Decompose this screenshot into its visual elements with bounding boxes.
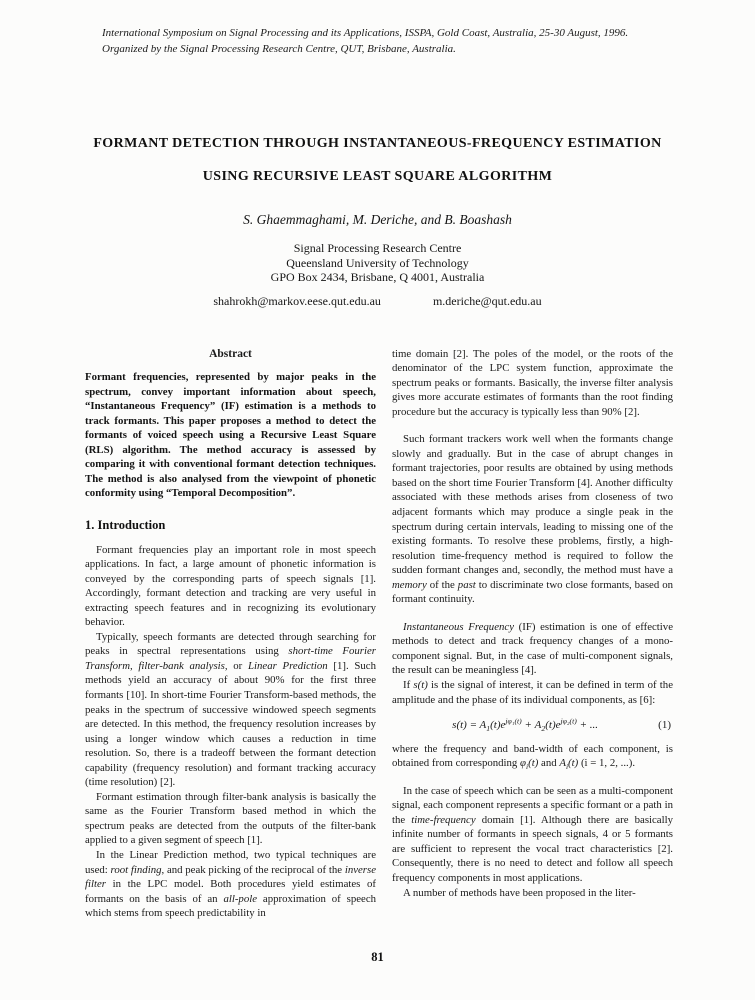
paper-title-line1: FORMANT DETECTION THROUGH INSTANTANEOUS-FREQUENCY ESTIMATION bbox=[93, 136, 662, 151]
abstract-heading: Abstract bbox=[209, 347, 252, 360]
paragraph: Formant estimation through filter-bank analysis is basically the same as the Fourier Transform based method in which the spectrum peaks are detected from the outputs of the filter-bank applied to a given segment of speech [1]. bbox=[85, 790, 376, 847]
paragraph: Such formant trackers work well when the formants change slowly and gradually. But in the case of abrupt changes in formant trajectories, poor results are obtained by using methods based on the short time Fourier Transform [4]. Another difficulty associated with these methods arises from closeness of two adjacent formants which may produce a single peak in the spectrum during certain intervals, leading to missing one of the existing formants. To resolve these problems, firstly, a high-resolution time-frequency method is required to follow the sudden formant changes and, secondly, the method must have a memory of the past to discriminate two close formants, based on formant continuity. bbox=[392, 433, 673, 606]
equation-body: $s(t) = A_1(t)e^{j\varphi_1(t)} + A_2(t)e^{j\varphi_2(t)}$ + ... bbox=[452, 716, 598, 734]
paragraph: time domain [2]. The poles of the model, or the roots of the denominator of the LPC system function, approximate the spectrum peaks or formants. Basically, the inverse filter analysis gives more accurate estimates of formants than the root finding procedure but the accuracy is typically less than 90% [2]. bbox=[392, 347, 673, 418]
paragraph: In the Linear Prediction method, two typical techniques are used: root finding, and peak picking of the reciprocal of the inverse filter in the LPC model. Both procedures yield estimates of formants on the basis of an all-pole approximation of speech which stems from speech predictability in bbox=[85, 849, 377, 920]
left-column bbox=[85, 347, 376, 921]
affiliation-line3: GPO Box 2434, Brisbane, Q 4001, Australia bbox=[270, 270, 485, 284]
conference-header-line2: Organized by the Signal Processing Research Centre, QUT, Brisbane, Australia. bbox=[102, 43, 456, 55]
paragraph: Instantaneous Frequency (IF) estimation is one of effective methods to detect and track frequency changes of a mono-component signal. But, in the case of multi-component signals, the result can be meaningless [4]. bbox=[392, 620, 673, 677]
paragraph: Formant frequencies play an important role in most speech applications. In fact, a large amount of phonetic information is conveyed by the corresponding parts of speech signals [1]. Accordingly, formant detection and tracking are very useful in extracting speech features and in recognizing its evolutionary behavior. bbox=[85, 543, 376, 629]
paragraph: where the frequency and band-width of each component, is obtained from corresponding $\varphi_i(t)$ and $A_i(t) (i = 1$, 2, ...). bbox=[392, 742, 673, 772]
abstract-text: Formant frequencies, represented by major peaks in the spectrum, convey important information about speech, “Instantaneous Frequency” (IF) estimation is a methods to track formants. This paper proposes a method to detect the formants of voiced speech using a Recursive Least Square (RLS) algorithm. The method accuracy is assessed by comparing it with conventional formant detection techniques. The method is also analysed from the viewpoint of phonetic conformity using “Temporal Decomposition”. bbox=[85, 371, 376, 500]
authors-line: S. Ghaemmaghami, M. Deriche, and B. Boashash bbox=[243, 212, 512, 227]
paper-title-line2: USING RECURSIVE LEAST SQUARE ALGORITHM bbox=[202, 169, 553, 184]
affiliation-line1: Signal Processing Research Centre bbox=[293, 241, 462, 255]
conference-header bbox=[0, 0, 755, 57]
email-author1: shahrokh@markov.eese.qut.edu.au bbox=[213, 293, 381, 308]
section-heading-introduction: 1. Introduction bbox=[85, 517, 166, 532]
affiliation-block bbox=[0, 241, 755, 285]
paragraph: If s(t) is the signal of interest, it can be defined in term of the amplitude and the phase of its individual components, as [6]: bbox=[392, 678, 674, 706]
email-author2: m.deriche@qut.edu.au bbox=[432, 293, 542, 308]
paragraph: In the case of speech which can be seen as a multi-component signal, each component represents a specific formant or a path in the time-frequency domain [1]. Although there are basically infinite number of formants in speech signals, 4 or 5 formants are sufficient to represent the vocal tract characteristics [2]. Consequently, there is no need to detect and follow all speech frequency components in most applications. bbox=[392, 784, 674, 884]
right-column bbox=[392, 347, 673, 921]
paragraph: A number of methods have been proposed in the liter- bbox=[403, 886, 636, 899]
paragraph: Typically, speech formants are detected through searching for peaks in spectral representations using short-time Fourier Transform, filter-bank analysis, or Linear Prediction [1]. Such methods yield an accuracy of about 90% for the first three formants [10]. In short-time Fourier Transform-based methods, the peaks in the spectrum of successive windowed speech segments are detected. In this method, the frequency resolution increases by using a longer window which causes a reduction in time resolution. So, there is a tradeoff between the formant detection capability (frequency resolution) and formant tracking accuracy (time resolution) [2]. bbox=[85, 630, 376, 789]
emails-row bbox=[0, 294, 755, 309]
equation-1 bbox=[392, 718, 673, 733]
paper-title bbox=[0, 127, 755, 193]
affiliation-line2: Queensland University of Technology bbox=[286, 255, 469, 270]
two-column-body bbox=[0, 347, 755, 921]
equation-number: (1) bbox=[658, 719, 671, 732]
conference-header-line1: International Symposium on Signal Processing and its Applications, ISSPA, Gold Coast, Australia, 25-30 August, 1996. bbox=[102, 27, 629, 39]
page-number: 81 bbox=[371, 950, 384, 964]
